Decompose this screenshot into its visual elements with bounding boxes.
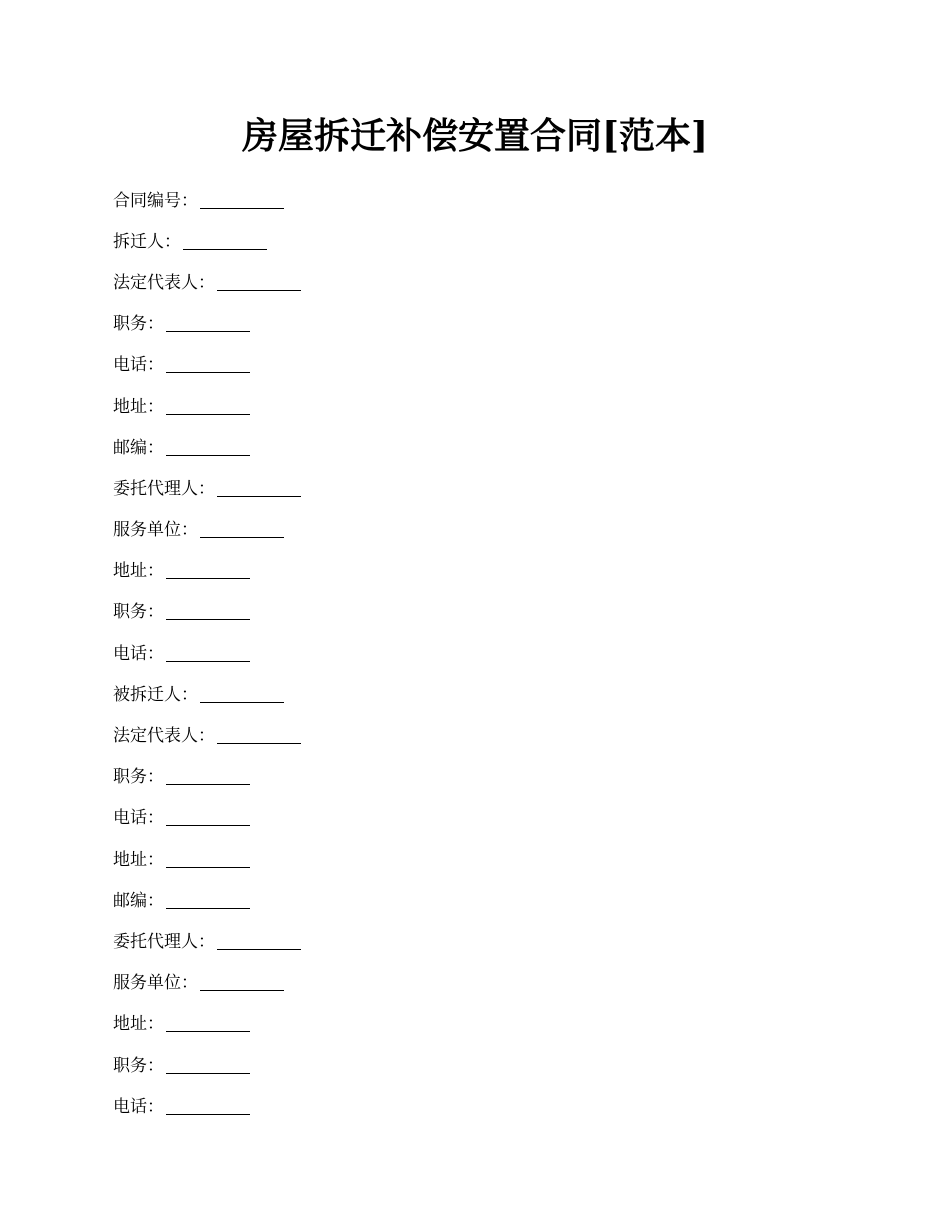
- field-label: 服务单位：: [113, 973, 198, 994]
- field-label: 拆迁人：: [113, 231, 181, 252]
- fill-in-blank[interactable]: [166, 783, 250, 785]
- field-demolished-party: [113, 674, 833, 715]
- field-agent-position-2: [113, 1045, 833, 1086]
- field-label: 电话：: [113, 808, 164, 829]
- field-label: 电话：: [113, 1096, 164, 1117]
- field-agent-position: [113, 592, 833, 633]
- field-label: 邮编：: [113, 437, 164, 458]
- fill-in-blank[interactable]: [166, 371, 250, 373]
- fill-in-blank[interactable]: [217, 742, 301, 744]
- fill-in-blank[interactable]: [183, 248, 267, 250]
- field-label: 法定代表人：: [113, 726, 215, 747]
- fill-in-blank[interactable]: [166, 330, 250, 332]
- field-label: 被拆迁人：: [113, 684, 198, 705]
- field-service-unit: [113, 510, 833, 551]
- fill-in-blank[interactable]: [166, 866, 250, 868]
- fill-in-blank[interactable]: [217, 495, 301, 497]
- fill-in-blank[interactable]: [166, 907, 250, 909]
- field-agent-phone-2: [113, 1086, 833, 1127]
- fill-in-blank[interactable]: [166, 413, 250, 415]
- fill-in-blank[interactable]: [200, 701, 284, 703]
- field-label: 法定代表人：: [113, 272, 215, 293]
- field-label: 职务：: [113, 602, 164, 623]
- field-address: [113, 386, 833, 427]
- field-label: 地址：: [113, 849, 164, 870]
- field-label: 地址：: [113, 1014, 164, 1035]
- field-label: 电话：: [113, 355, 164, 376]
- fill-in-blank[interactable]: [166, 824, 250, 826]
- field-label: 委托代理人：: [113, 931, 215, 952]
- field-label: 职务：: [113, 1055, 164, 1076]
- field-label: 合同编号：: [113, 190, 198, 211]
- fill-in-blank[interactable]: [200, 207, 284, 209]
- fill-in-blank[interactable]: [200, 989, 284, 991]
- field-agent-phone: [113, 633, 833, 674]
- field-agent-address-2: [113, 1004, 833, 1045]
- field-position: [113, 304, 833, 345]
- field-legal-representative-2: [113, 715, 833, 756]
- field-label: 电话：: [113, 643, 164, 664]
- fill-in-blank[interactable]: [166, 1072, 250, 1074]
- contract-fields: [113, 180, 833, 1127]
- fill-in-blank[interactable]: [166, 660, 250, 662]
- fill-in-blank[interactable]: [166, 618, 250, 620]
- field-service-unit-2: [113, 963, 833, 1004]
- field-demolisher: [113, 221, 833, 262]
- field-label: 职务：: [113, 314, 164, 335]
- field-label: 邮编：: [113, 890, 164, 911]
- field-label: 职务：: [113, 767, 164, 788]
- field-label: 地址：: [113, 396, 164, 417]
- field-address-2: [113, 839, 833, 880]
- field-phone-2: [113, 798, 833, 839]
- field-contract-number: [113, 180, 833, 221]
- field-phone: [113, 345, 833, 386]
- field-postcode: [113, 427, 833, 468]
- fill-in-blank[interactable]: [166, 1030, 250, 1032]
- field-authorized-agent-2: [113, 921, 833, 962]
- field-label: 地址：: [113, 561, 164, 582]
- fill-in-blank[interactable]: [200, 536, 284, 538]
- field-legal-representative: [113, 262, 833, 303]
- field-label: 服务单位：: [113, 520, 198, 541]
- fill-in-blank[interactable]: [166, 1113, 250, 1115]
- fill-in-blank[interactable]: [217, 948, 301, 950]
- fill-in-blank[interactable]: [166, 577, 250, 579]
- field-authorized-agent: [113, 468, 833, 509]
- field-label: 委托代理人：: [113, 478, 215, 499]
- fill-in-blank[interactable]: [217, 289, 301, 291]
- document-title: 房屋拆迁补偿安置合同[范本]: [241, 115, 709, 157]
- field-agent-address: [113, 551, 833, 592]
- field-position-2: [113, 757, 833, 798]
- fill-in-blank[interactable]: [166, 454, 250, 456]
- field-postcode-2: [113, 880, 833, 921]
